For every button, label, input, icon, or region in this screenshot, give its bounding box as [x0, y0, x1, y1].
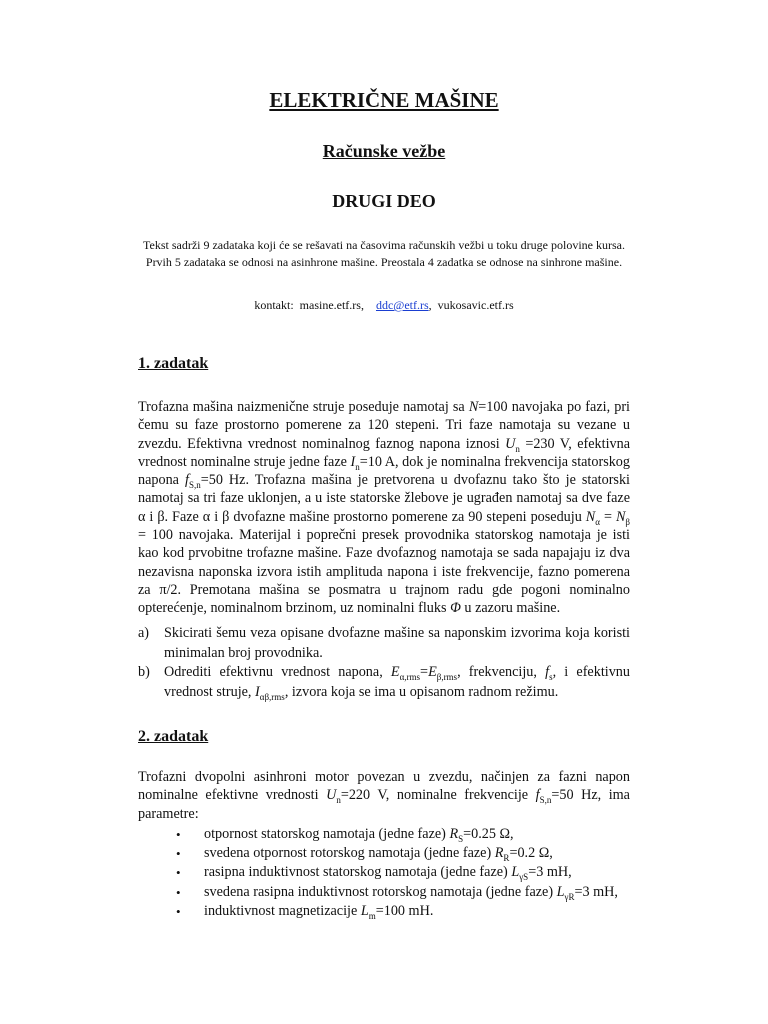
document-part: DRUGI DEO	[332, 191, 436, 211]
list-item	[176, 844, 636, 863]
task1-items	[138, 624, 630, 702]
list-item-text: svedena rasipna induktivnost rotorskog namotaja (jedne faze) $L_{\gamma R}=3$ mH,	[204, 883, 618, 902]
task2-heading: 2. zadatak	[138, 728, 209, 745]
bullet-icon: •	[176, 884, 181, 900]
contact-suffix: , vukosavic.etf.rs	[428, 298, 514, 312]
list-item-text: Odrediti efektivnu vrednost napona, $E_{\alpha,rms}=E_{\beta,rms}$, frekvenciju, $f_s$, i efektivnu vrednost struje, $I_{\alpha\beta,rms}$, izvora koja se ima u opisanom radnom režimu.	[164, 664, 630, 702]
bullet-icon: •	[176, 865, 181, 881]
list-item	[176, 883, 636, 902]
task1-item-a	[138, 624, 630, 663]
bullet-icon: •	[176, 827, 181, 842]
list-item	[176, 902, 636, 921]
task2-body: Trofazni dvopolni asinhroni motor povezan u zvezdu, načinjen za fazni napon nominalne efektivne vrednosti $U_n=220$ V, nominalne frekvencije $f_{S,n}=50$ Hz, ima parametre:	[138, 769, 630, 822]
list-item-text: induktivnost magnetizacije $L_m=100$ mH.	[204, 902, 434, 921]
list-item-text: otpornost statorskog namotaja (jedne faze) $R_S=0.25$ Ω,	[204, 826, 514, 844]
intro-text	[120, 237, 648, 271]
document-title: ELEKTRIČNE MAŠINE	[269, 88, 499, 112]
intro-line-2: Prvih 5 zadataka se odnosi na asinhrone mašine. Preostala 4 zadatka se odnose na sinhrone mašine.	[145, 255, 623, 269]
list-item-text: Skicirati šemu veza opisane dvofazne mašine sa naponskim izvorima koja koristi minimalan broj provodnika.	[164, 625, 630, 661]
list-marker: a)	[138, 625, 150, 641]
task1-item-b	[138, 663, 630, 702]
list-marker: b)	[138, 664, 150, 680]
intro-line-1: Tekst sadrži 9 zadataka koji će se rešavati na časovima računskih vežbi u toku druge polovine kursa.	[143, 238, 625, 252]
task1-body: Trofazna mašina naizmenične struje poseduje namotaj sa N=100 navojaka po fazi, pri čemu su faze prostorno pomerene za 120 stepeni. Tri faze namotaja su vezane u zvezdu. Efektivna vrednost nominalnog faznog napona iznosi $U_n =230$ V, efektivna vrednost nominalne struje jedne faze $I_n=10$ A, dok je nominalna frekvencija statorskog napona $f_{S,n}=50$ Hz. Trofazna mašina je pretvorena u dvofaznu tako što je statorski namotaj sa tri faze uklonjen, a u iste statorske žlebove je ugrađen namotaj sa dve faze α i β. Faze α i β dvofazne mašine prostorno pomerene za 90 stepeni poseduju $N_\alpha = N_\beta = 100$ navojaka. Materijal i poprečni presek provodnika statorskog namotaja je isti kao kod prvobitne trofazne mašine. Faze dvofaznog namotaja se sada napajaju iz dva nezavisna naponska izvora istih amplituda napona i iste frekvencije, fazno pomerena za π/2. Premotana mašina se posmatra u trajnom radu gde pogoni nominalno opterećenje, nominalnom brzinom, uz nominalni fluks Φ u zazoru mašine.	[138, 399, 630, 617]
contact-email-link[interactable]: ddc@etf.rs	[375, 298, 429, 312]
task2-parameter-list	[176, 825, 636, 921]
task1-heading: 1. zadatak	[138, 355, 209, 372]
list-item-text: rasipna induktivnost statorskog namotaja (jedne faze) $L_{\gamma S}=3$ mH,	[204, 864, 572, 883]
document-subtitle: Računske vežbe	[322, 141, 446, 161]
list-item	[176, 825, 636, 844]
contact-line	[0, 298, 768, 313]
contact-prefix: kontakt: masine.etf.rs,	[254, 298, 376, 312]
bullet-icon: •	[176, 903, 181, 919]
list-item-text: svedena otpornost rotorskog namotaja (jedne faze) $R_R=0.2$ Ω,	[204, 845, 553, 864]
list-item	[176, 863, 636, 882]
bullet-icon: •	[176, 846, 181, 862]
